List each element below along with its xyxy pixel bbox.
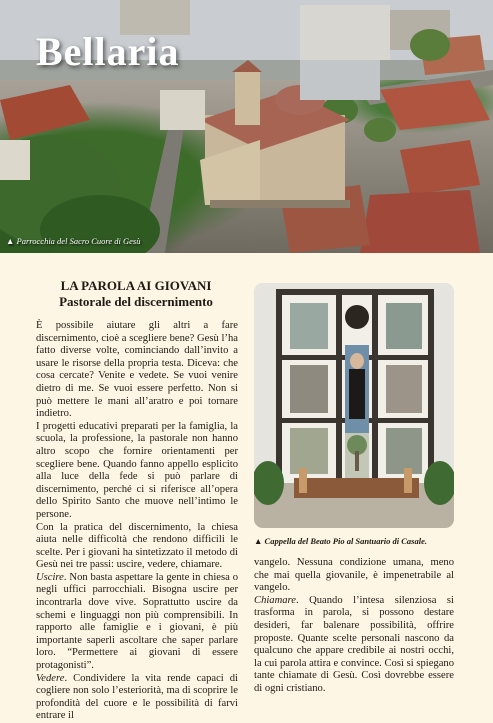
uscire-label: Uscire — [36, 571, 64, 583]
uscire-text: . Non basta aspettare la gente in chiesa o negli uffici parrocchiali. Bisogna uscire per incontrarla dove vive. Soprattutto uscire da schemi e linguaggi non più comprensibili. In rapporto alle famiglie e i giovani, è più importante saperli ascoltare che saper parlare loro. “Permettere ai giovani di essere protagonisti”. — [36, 571, 238, 672]
hero-photo — [0, 0, 493, 253]
paragraph-uscire — [36, 572, 238, 673]
photo-caption: ▲ Cappella del Beato Pio al Santuario di Casale. — [254, 536, 427, 546]
paragraph: vangelo. Nessuna condizione umana, meno che mai quella giovanile, è impenetrabile al vangelo. — [254, 557, 454, 594]
chiamare-label: Chiamare — [254, 594, 296, 606]
left-column — [36, 320, 238, 723]
paragraph: È possibile aiutare gli altri a fare discernimento, cioè a scegliere bene? Gesù l’ha fatto diverse volte, cominciando dall’invito a usare le risorse della propria testa. Diceva: che cosa cercate? Venite e vedete. Se vuoi venire dietro di me. Se vuoi essere perfetto. Non si può mettere le mani all’aratro e poi tornare indietro. — [36, 320, 238, 420]
vedere-text: . Condividere la vita rende capaci di cogliere non solo l’esteriorità, ma di scoprire le profondità del cuore e le possibilità di farvi entrare il — [36, 672, 238, 722]
paragraph-chiamare — [254, 595, 454, 696]
article-heading: LA PAROLA AI GIOVANI — [60, 278, 212, 293]
chiamare-text: . Quando l’intesa silenziosa si trasforma in parola, si possono destare desideri, far balenare possibilità, offrire proposte. Quante scelte personali nascono da qualcuno che appare credibile ai nostri occhi, la cui parola attira e convince. Così si spiegano tante chiamate di Gesù. Così dovrebbe essere di ogni cristiano. — [254, 594, 454, 694]
article-subheading: Pastorale del discernimento — [59, 294, 213, 309]
paragraph: Con la pratica del discernimento, la chiesa aiuta nelle difficoltà che rendono difficili le scelte. Per i giovani ha sintetizzato il metodo di Gesù nei tre passi: uscire, vedere, chiamare. — [36, 521, 238, 571]
hero-title: Bellaria — [36, 29, 180, 74]
chapel-illustration — [254, 283, 454, 528]
right-column — [254, 557, 454, 696]
chapel-photo — [254, 283, 454, 528]
hero-caption: ▲ Parrocchia del Sacro Cuore di Gesù — [6, 236, 141, 246]
paragraph-vedere — [36, 673, 238, 723]
vedere-label: Vedere — [36, 672, 65, 684]
paragraph: I progetti educativi preparati per la famiglia, la scuola, la professione, la pastorale non hanno altro scopo che fornire orientamenti per scegliere bene. Quando fanno appello esplicito alla luce della fede si può parlare di discernimento, perché ci si riferisce all’opera dello Spirito Santo che muove nell’intimo le persone. — [36, 420, 238, 520]
